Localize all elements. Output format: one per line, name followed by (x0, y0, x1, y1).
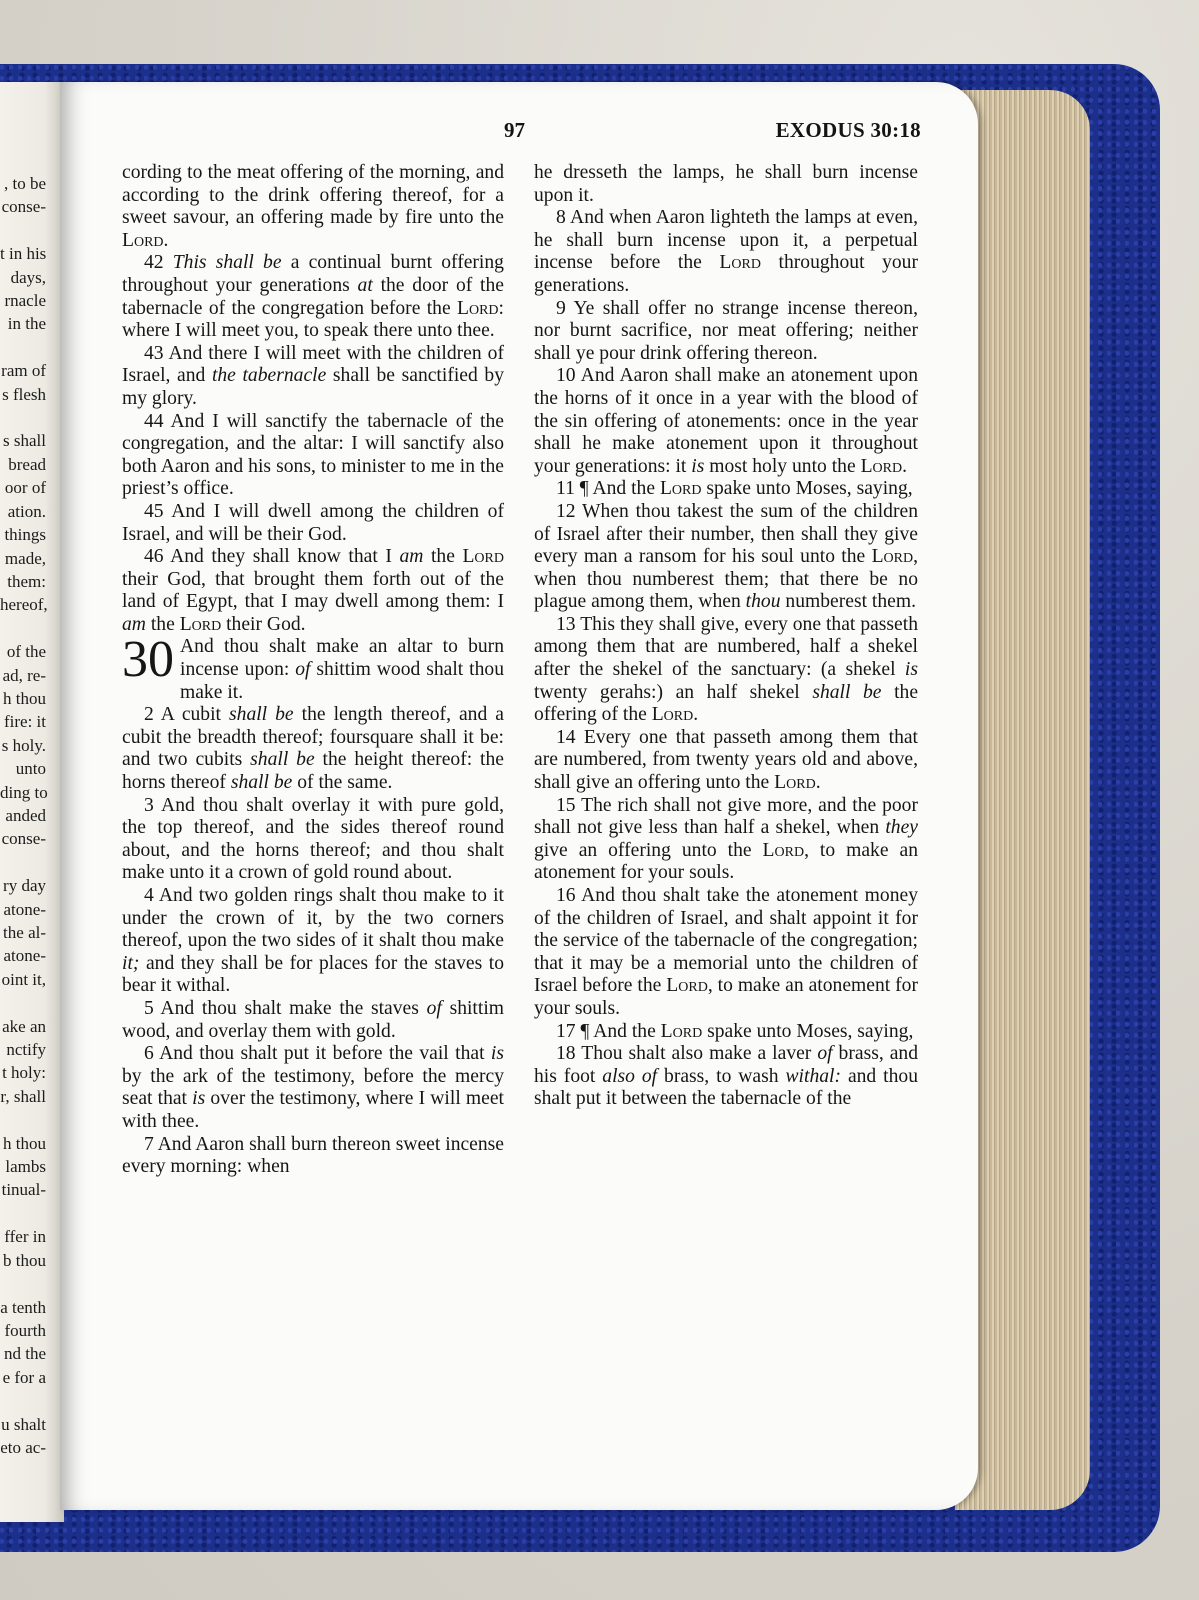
left-page-fragment-line: atone- (3, 899, 46, 919)
verse-7: 7 And Aaron shall burn thereon sweet incense every morning: when (122, 1133, 504, 1178)
left-page-fragment-line: oor of (4, 478, 46, 498)
verse-13: 13 This they shall give, every one that passeth among them that are numbered, half a shekel after the shekel of the sanctuary: (a shekel is twenty gerahs:) an half shekel shall be the offering of the Lord. (534, 613, 919, 726)
verse-16: 16 And thou shalt take the atonement money of the children of Israel, and shalt appoint it for the service of the tabernacle of the congregation; that it may be a memorial unto the children of Israel before the Lord, to make an atonement for your souls. (534, 885, 918, 1019)
left-page-fragment-line (0, 1389, 46, 1412)
left-page-fragment-line: oint it, (1, 969, 46, 989)
left-page-fragment-line: atone- (3, 946, 46, 966)
verse-45: 45 And I will dwell among the children of Israel, and will be their God. (122, 500, 504, 545)
left-page-fragment-line (0, 406, 46, 429)
left-page-fragment-line: conse- (1, 829, 46, 849)
verse-42: 42 This shall be a continual burnt offering throughout your generations at the door of the tabernacle of the congregation before the Lord: where I will meet you, to speak there unto thee. (122, 252, 504, 342)
left-page-fragment-line (0, 851, 46, 874)
left-page-fragment-line: t holy: (2, 1063, 46, 1083)
left-page-fragment-line: r, shall (0, 1086, 46, 1106)
left-page-fragment-line: nctify (6, 1040, 46, 1060)
verse-15: 15 The rich shall not give more, and the poor shall not give less than half a shekel, when they give an offering unto the Lord, to make an atonement for your souls. (534, 794, 918, 884)
left-page-fragment-line: bread (8, 454, 46, 474)
left-page-fragment-line: made, (4, 548, 46, 568)
left-page-fragment-line: of the (6, 642, 46, 662)
verse-7-continuation: he dresseth the lamps, he shall burn incense upon it. (534, 162, 918, 206)
verse-11: 11 ¶ And the Lord spake unto Moses, saying, (556, 478, 913, 500)
left-page-fragment-line: u shalt (1, 1414, 46, 1434)
left-page-fragment-line: tinual- (1, 1180, 46, 1200)
left-page-fragment-line: them: (7, 571, 46, 591)
verse-5: 5 And thou shalt make the staves of shittim wood, and overlay them with gold. (122, 997, 505, 1042)
left-page-fragment-line: ad, re- (2, 665, 46, 685)
verse-continuation: cording to the meat offering of the morning, and according to the drink offering thereof, for a sweet savour, an offering made by fire unto the Lord. (122, 162, 504, 251)
left-page-fragment-line: ding to (0, 782, 48, 802)
left-page-fragment-line: s holy. (1, 735, 46, 755)
left-page-fragment-line: rnacle (4, 291, 46, 311)
left-page-fragment-line: nd the (3, 1344, 46, 1364)
left-page-fragment-line: s flesh (2, 384, 46, 404)
left-page-fragment-line: hereof, (0, 595, 48, 615)
left-page-fragment-line (0, 1108, 46, 1131)
left-page-fragment-line: b thou (3, 1250, 46, 1270)
running-head: EXODUS 30:18 (775, 118, 921, 142)
verse-8: 8 And when Aaron lighteth the lamps at even, he shall burn incense upon it, a perpetual incense before the Lord throughout your generations. (534, 207, 918, 296)
left-page-fragments (0, 172, 64, 1459)
left-page-fragment-line: , to be (3, 174, 46, 193)
chapter-30-verse-1: 30 And thou shalt make an altar to burn incense upon: of shittim wood shalt thou make it. (122, 631, 504, 703)
left-page-fragment-line (0, 1202, 46, 1225)
left-page-fragment-line: s shall (3, 431, 46, 451)
left-page-fragment-line: ation. (7, 501, 46, 521)
verse-6: 6 And thou shalt put it before the vail that is by the ark of the testimony, before the mercy seat that is over the testimony, where I will meet with thee. (122, 1043, 504, 1132)
chapter-number: 30 (122, 631, 174, 689)
verse-18: 18 Thou shalt also make a laver of brass, and his foot also of brass, to wash withal: and thou shalt put it between the tabernacle of the (534, 1043, 918, 1110)
left-page-fragment-line: the al- (3, 923, 46, 942)
left-page-fragment-line: ffer in (4, 1227, 46, 1247)
left-page-fragment-line: t in his (0, 244, 47, 264)
verse-4: 4 And two golden rings shalt thou make to it under the crown of it, by the two corners thereof, upon the two sides of it shalt thou make it; and they shall be for places for the staves to bear it withal. (122, 885, 504, 997)
page-number: 97 (504, 118, 525, 142)
left-page-fragment-line: h thou (3, 1133, 46, 1153)
left-page-fragment-line: conse- (1, 197, 46, 217)
left-page-fragment-line: fourth (4, 1320, 46, 1340)
left-page-fragment-line: in the (7, 314, 46, 334)
left-page-fragment-line: lambs (5, 1157, 46, 1177)
verse-2: 2 A cubit shall be the length thereof, and a cubit the breadth thereof; foursquare shall it be: and two cubits shall be the height thereof: the horns thereof shall be of the same. (122, 704, 504, 794)
verse-17: 17 ¶ And the Lord spake unto Moses, saying, (556, 1020, 914, 1042)
left-page-fragment-line: anded (5, 805, 46, 825)
left-page-fragment-line: fire: it (3, 712, 46, 732)
left-page-fragment-line: a tenth (0, 1297, 46, 1317)
verse-10: 10 And Aaron shall make an atonement upon the horns of it once in a year with the blood of the sin offering of atonements: once in the year shall he make atonement upon it throughout your generations: it is most holy unto the Lord. (534, 365, 918, 477)
left-page-fragment-line (0, 617, 46, 640)
left-page-fragment-line (0, 336, 46, 359)
left-page-fragment-line (0, 1272, 46, 1295)
left-page-fragment-line (0, 991, 46, 1014)
left-page-fragment-line: ram of (1, 361, 46, 381)
left-page-fragment-line: things (4, 525, 46, 545)
verse-12: 12 When thou takest the sum of the children of Israel after their number, then shall they give every man a ransom for his soul unto the Lord, when thou numberest them; that there be no plague among them, when thou numberest them. (534, 500, 918, 613)
verse-43: 43 And there I will meet with the children of Israel, and the tabernacle shall be sanctified by my glory. (122, 342, 504, 409)
left-page-fragment-line: unto (15, 759, 46, 779)
verse-3: 3 And thou shalt overlay it with pure gold, the top thereof, and the sides thereof round about, and the horns thereof; and thou shalt make unto it a crown of gold round about. (122, 794, 504, 884)
verse-14: 14 Every one that passeth among them that are numbered, from twenty years old and above, shall give an offering unto the Lord. (534, 726, 918, 794)
verse-9: 9 Ye shall offer no strange incense thereon, nor burnt sacrifice, nor meat offering; neither shall ye pour drink offering thereon. (534, 297, 918, 364)
right-column (534, 162, 918, 1111)
left-page-fragment-line: h thou (3, 688, 46, 708)
left-page-fragment-line: ry day (3, 876, 46, 896)
left-page-fragment-line: e for a (2, 1367, 46, 1387)
left-page-fragment-line: eto ac- (0, 1437, 46, 1457)
left-page-fragment-line: days, (10, 267, 46, 287)
left-page-fragment-line: ake an (2, 1016, 46, 1036)
left-page-fragment-line (0, 219, 46, 242)
left-page (0, 82, 64, 1522)
verse-44: 44 And I will sanctify the tabernacle of the congregation, and the altar: I will sanctify also both Aaron and his sons, to minister to me in the priest’s office. (122, 410, 504, 500)
left-column (122, 162, 504, 1179)
verse-46: 46 And they shall know that I am the Lord their God, that brought them forth out of the land of Egypt, that I may dwell among them: I am the Lord their God. (122, 546, 504, 635)
